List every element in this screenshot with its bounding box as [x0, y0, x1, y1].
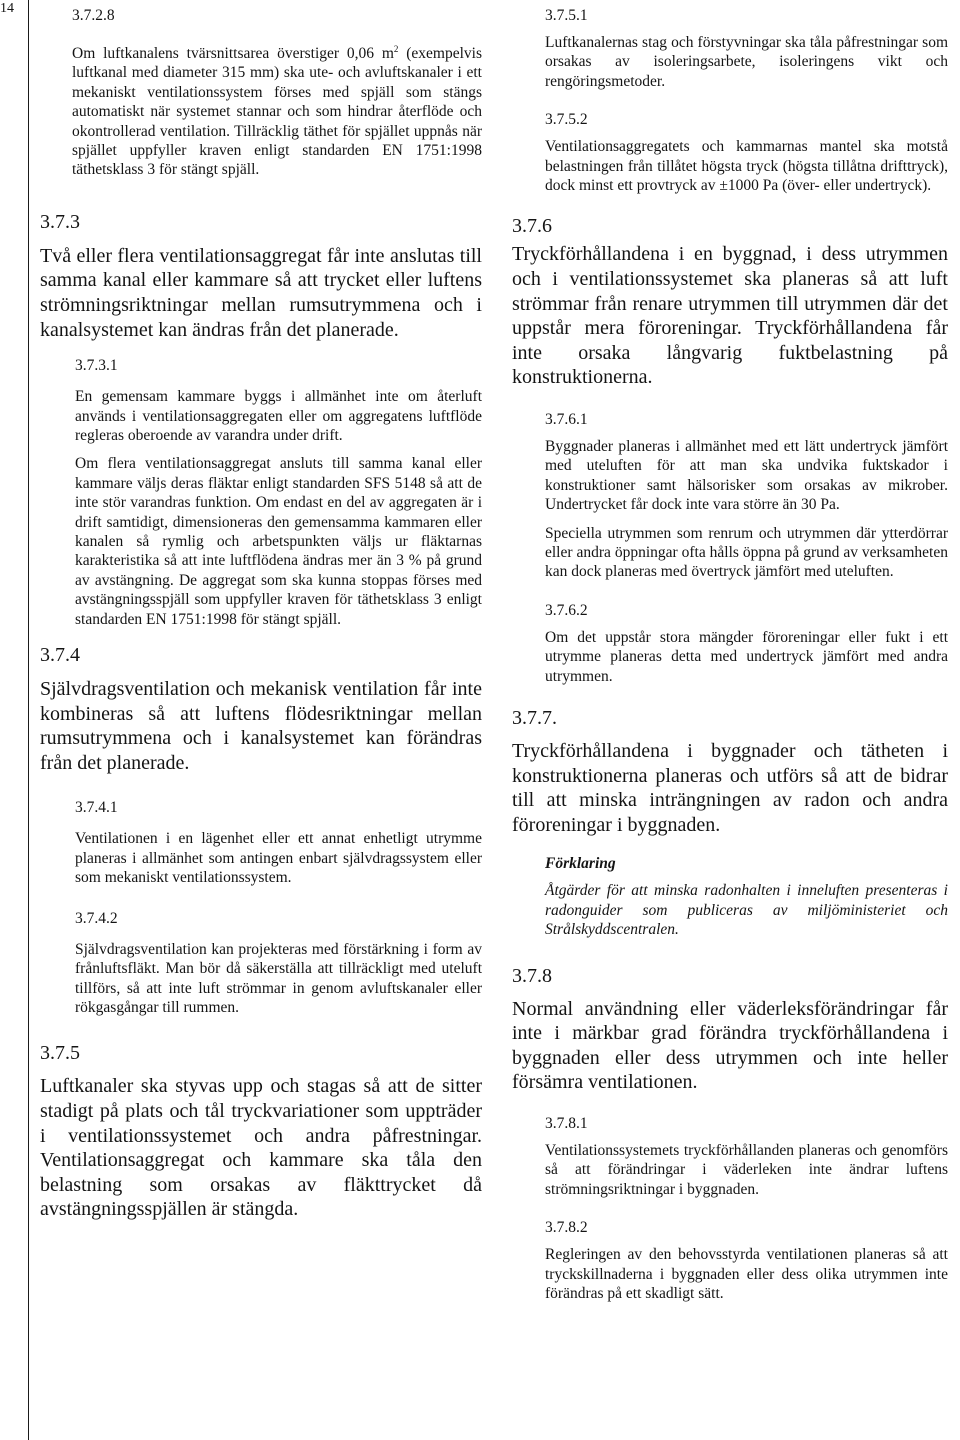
section-number: 3.7.4.2 — [75, 909, 118, 927]
section-text: Om luftkanalens tvärsnittsarea överstiger 0,06 $m^2$ (exempelvis luftkanal med diameter 315 mm) ska ute- och avluftskanaler i ett mekaniskt ventilationssystem förses med spjäll som stängs automatiskt när systemet stannar och som hindrar återflöde och okontrollerad ventilation. Tillräcklig täthet för spjället uppnås när spjället uppfyller kraven enligt standarden EN 1751:1998 täthetsklass 3 för stängt spjäll. — [72, 43, 482, 179]
page-number: 14 — [0, 1, 14, 16]
explanation-box — [545, 854, 948, 939]
section-text: Luftkanalernas stag och förstyvningar ska tåla påfrestningar som orsakas av isoleringsarbete, isoleringens vikt och rengöringsmetoder. — [545, 34, 948, 90]
section-3-7-8-2 — [545, 1218, 948, 1303]
section-number: 3.7.8.2 — [545, 1219, 588, 1237]
section-text: Normal användning eller väderleksförändringar får inte i märkbar grad förändra tryckförhållandena i byggnaden eller dess utrymmen och inte heller försämra ventilationen. — [512, 997, 948, 1094]
right-column — [512, 0, 948, 1303]
section-text: Självdragsventilation och mekanisk ventilation får inte kombineras så att luftens flödesriktningar mellan rumsutrymmena och i kanalsystemet kan förändras från det planerade. — [40, 678, 482, 774]
section-text: En gemensam kammare byggs i allmänhet inte om återluft används i ventilationsaggregaten eller om aggregatens luftflöde regleras oberoende av varandra under drift. — [75, 388, 482, 445]
section-3-7-4-1 — [75, 798, 482, 887]
section-number: 3.7.6.2 — [545, 601, 588, 619]
section-number: 3.7.8 — [512, 964, 552, 987]
section-3-7-7 — [512, 706, 948, 837]
section-3-7-5-2 — [545, 110, 948, 195]
section-3-7-2-8 — [72, 6, 482, 180]
section-number: 3.7.6 — [512, 215, 552, 238]
section-text: Regleringen av den behovsstyrda ventilationen planeras så att tryckskillnaderna i byggnaden eller dess olika utrymmen inte förändras på ett skadligt sätt. — [545, 1246, 948, 1303]
section-number: 3.7.8.1 — [545, 1115, 588, 1133]
section-number: 3.7.3 — [40, 210, 80, 233]
section-number: 3.7.7. — [512, 707, 557, 730]
section-text: Om flera ventilationsaggregat ansluts till samma kanal eller kammare väljs deras fläktar enligt standarden SFS 5148 så att de inte stör varandras funktion. Om endast en del av aggregaten är i drift samtidigt, dimensioneras den gemensamma kammaren eller kanalen så rymlig och arbetspunkten väljs ur fläktarnas karakteristika så att inte luftflödena ändras mer än 3 % på grund av avstängning. De aggregat som ska kunna stoppas förses med avstängningsspjäll som uppfyller kraven för täthetsklass 3 enligt standarden EN 1751:1998 för stängt spjäll. — [75, 455, 482, 628]
section-text: Speciella utrymmen som renrum och utrymmen där ytterdörrar eller andra öppningar ofta hålls öppna på grund av verksamheten kan dock planeras med övertryck jämfört med uteluften. — [545, 524, 948, 581]
section-text: Ventilationsaggregatets och kammarnas mantel ska motstå belastningen från tillåtet högsta tryck (högsta tillåtna drifttryck), dock minst ett provtryck av ±1000 Pa (över- eller undertryck). — [545, 138, 948, 195]
section-3-7-6-1 — [545, 410, 948, 582]
section-3-7-8 — [512, 964, 948, 1095]
section-text: Ventilationssystemets tryckförhållanden planeras och genomförs så att förändringar i väderleken inte ändrar luftens strömningsriktningar i byggnaden. — [545, 1142, 948, 1198]
section-3-7-8-1 — [545, 1114, 948, 1199]
section-3-7-3-1 — [75, 356, 482, 629]
section-3-7-4 — [40, 643, 482, 775]
margin-rule — [28, 0, 29, 1440]
section-text: Luftkanaler ska styvas upp och stagas så att de sitter stadigt på plats och tål tryckvariationer som uppträder i ventilationssystemet och andra påfrestningar. Ventilationsaggregat och kammare ska tåla den belastning som orsakas av fläkttrycket då avstängningsspjällen är stängda. — [40, 1075, 482, 1221]
section-3-7-4-2 — [75, 909, 482, 1018]
section-3-7-3 — [40, 210, 482, 342]
section-number: 3.7.5 — [40, 1042, 80, 1065]
section-3-7-6-2 — [545, 601, 948, 686]
section-3-7-5 — [40, 1041, 482, 1222]
section-text: Två eller flera ventilationsaggregat får inte anslutas till samma kanal eller kammare så att trycket eller luftens strömningsriktningar mellan rumsutrymmena och i kanalsystemet kan ändras från det planerade. — [40, 244, 482, 341]
section-3-7-6 — [512, 214, 948, 390]
section-number: 3.7.6.1 — [545, 411, 588, 428]
section-text: Tryckförhållandena i byggnader och tätheten i konstruktionerna planeras och utförs så att de bidrar till att minska inträngningen av radon och andra föroreningar i byggnaden. — [512, 740, 948, 836]
section-number: 3.7.2.8 — [72, 7, 115, 24]
section-text: Självdragsventilation kan projekteras med förstärkning i form av frånluftsfläkt. Man bör då säkerställa att tillräckligt med uteluft tillförs, så att inte luft strömmar in genom avluftskanaler eller rökgasgångar till rummen. — [75, 940, 482, 1016]
explanation-label: Förklaring — [545, 855, 616, 873]
left-column — [40, 0, 482, 1222]
section-text: Ventilationen i en lägenhet eller ett annat enhetligt utrymme planeras i allmänhet som antingen enbart självdragssystem eller som mekaniskt ventilationssystem. — [75, 830, 482, 887]
section-text: Tryckförhållandena i en byggnad, i dess utrymmen och i ventilationssystemet ska planeras så att luft strömmar från renare utrymmen till utrymmen där det uppstår mera föroreningar. Tryckförhållandena får inte orsaka långvarig fuktbelastning på konstruktionerna. — [512, 243, 948, 389]
section-number: 3.7.4 — [40, 644, 80, 667]
section-3-7-5-1 — [545, 6, 948, 91]
explanation-text: Åtgärder för att minska radonhalten i inneluften presenteras i radonguider som publiceras av miljöministeriet och Strålskyddscentralen. — [545, 882, 948, 939]
section-number: 3.7.5.1 — [545, 7, 588, 24]
section-number: 3.7.4.1 — [75, 799, 118, 817]
section-number: 3.7.5.2 — [545, 111, 588, 129]
section-number: 3.7.3.1 — [75, 357, 118, 375]
section-text: Byggnader planeras i allmänhet med ett lätt undertryck jämfört med uteluften för att man ska undvika fuktskador i konstruktioner samt hälsorisker som orsakas av mikrober. Undertrycket får dock inte vara större än 30 Pa. — [545, 438, 948, 514]
section-text: Om det uppstår stora mängder föroreningar eller fukt i ett utrymme planeras detta med undertryck jämfört med andra utrymmen. — [545, 628, 948, 685]
